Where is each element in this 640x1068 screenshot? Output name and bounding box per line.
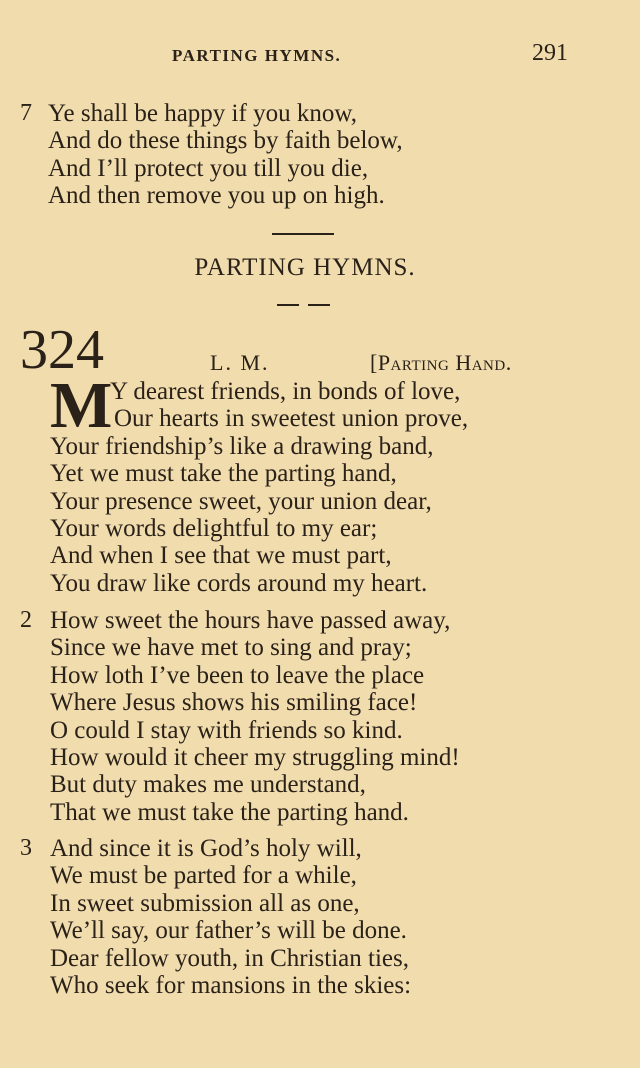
hymn-meter: L. M. — [210, 350, 270, 375]
drop-cap: M — [50, 369, 113, 442]
verse-line: Y dearest friends, in bonds of love, — [110, 378, 461, 405]
verse-line: How loth I’ve been to leave the place — [50, 661, 425, 689]
divider-dash — [308, 304, 330, 306]
verse-line: Who seek for mansions in the skies: — [50, 972, 412, 1000]
verse-line: Ye shall be happy if you know, — [48, 100, 358, 127]
running-head: PARTING HYMNS. — [172, 46, 342, 65]
verse-line: Your words delightful to my ear; — [50, 515, 378, 543]
verse-line: You draw like cords around my heart. — [50, 569, 428, 597]
verse-line: That we must take the parting hand. — [50, 798, 409, 826]
tune-name: [Parting Hand. — [370, 350, 512, 375]
verse-line: Our hearts in sweetest union prove, — [114, 405, 469, 433]
verse-line: And do these things by faith below, — [48, 127, 403, 155]
stanza-1 — [0, 369, 469, 597]
verse-line: O could I stay with friends so kind. — [50, 716, 403, 744]
stanza-number: 7 — [20, 100, 32, 126]
verse-line: Your friendship’s like a drawing band, — [50, 432, 434, 460]
stanza-3 — [0, 835, 412, 1000]
page-number: 291 — [532, 40, 568, 66]
verse-line: How sweet the hours have passed away, — [50, 607, 451, 634]
verse-line: And I’ll protect you till you die, — [48, 154, 369, 182]
verse-line: Since we have met to sing and pray; — [50, 634, 412, 662]
stanza-2 — [0, 607, 460, 826]
verse-line: But duty makes me understand, — [50, 771, 366, 799]
verse-line: How would it cheer my struggling mind! — [50, 744, 460, 772]
verse-line: We must be parted for a while, — [50, 862, 357, 890]
stanza-number: 2 — [20, 607, 32, 633]
hymn-number: 324 — [20, 319, 104, 381]
verse-line: Where Jesus shows his smiling face! — [50, 689, 418, 717]
verse-line: And when I see that we must part, — [50, 542, 392, 570]
verse-line: And then remove you up on high. — [48, 182, 385, 210]
divider-dash — [277, 304, 299, 306]
previous-stanza — [0, 100, 403, 210]
divider-rule — [272, 233, 334, 235]
verse-line: Your presence sweet, your union dear, — [50, 487, 432, 515]
verse-line: In sweet submission all as one, — [50, 889, 360, 917]
verse-line: And since it is God’s holy will, — [50, 835, 362, 862]
section-title: PARTING HYMNS. — [194, 254, 416, 281]
verse-line: Yet we must take the parting hand, — [50, 460, 397, 488]
verse-line: We’ll say, our father’s will be done. — [50, 917, 407, 945]
stanza-number: 3 — [20, 835, 32, 861]
verse-line: Dear fellow youth, in Christian ties, — [50, 944, 409, 972]
